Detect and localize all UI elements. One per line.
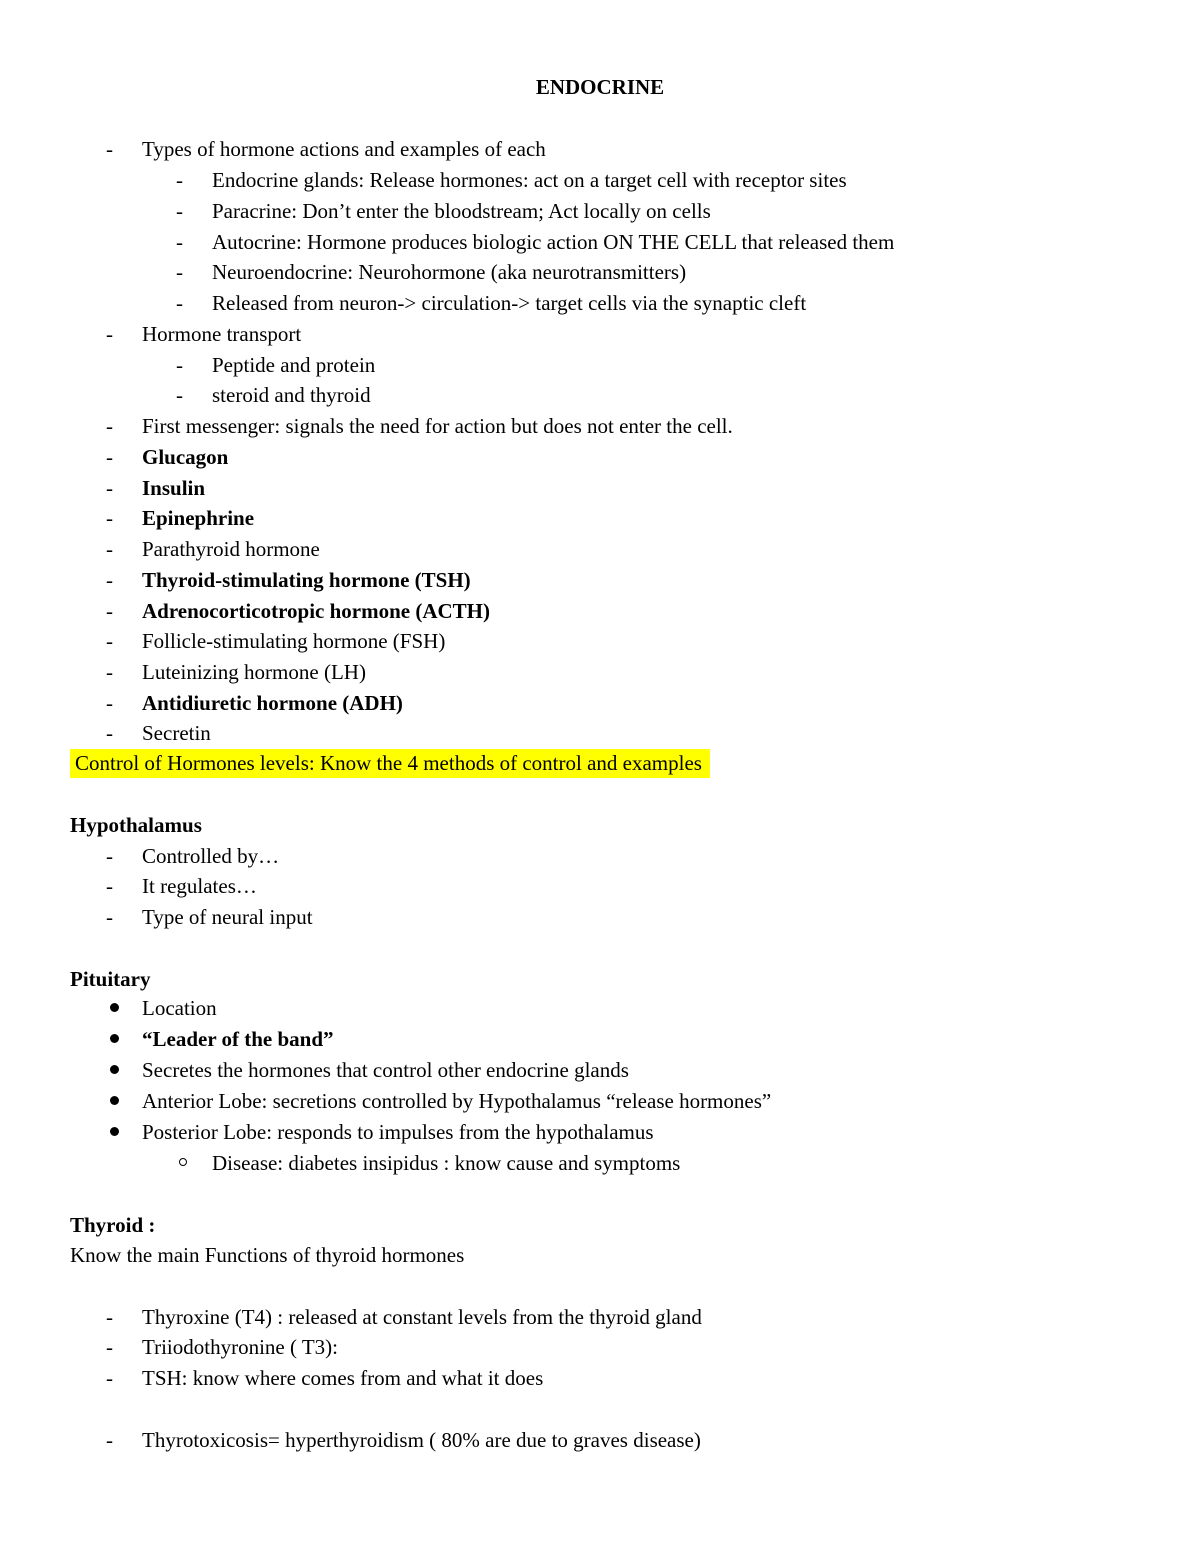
thyroid-heading: Thyroid : bbox=[70, 1213, 156, 1237]
dash-marker: - bbox=[176, 353, 183, 377]
sub-list-item-text: Peptide and protein bbox=[212, 353, 376, 377]
dash-marker: - bbox=[176, 168, 183, 192]
dash-marker: - bbox=[106, 1428, 113, 1452]
dash-marker: - bbox=[106, 629, 113, 653]
dash-marker: - bbox=[106, 721, 113, 745]
list-item-text: Triiodothyronine ( T3): bbox=[142, 1335, 339, 1359]
bullet-dot bbox=[110, 1065, 119, 1074]
dash-marker: - bbox=[106, 599, 113, 623]
dash-marker: - bbox=[106, 506, 113, 530]
sub-list-item-text: Autocrine: Hormone produces biologic action ON THE CELL that released them bbox=[212, 230, 895, 254]
list-item-text: Thyrotoxicosis= hyperthyroidism ( 80% are due to graves disease) bbox=[142, 1428, 701, 1452]
bullet-dot bbox=[110, 1096, 119, 1105]
dash-marker: - bbox=[176, 260, 183, 284]
highlighted-note bbox=[70, 750, 710, 776]
bullet-dot bbox=[110, 1003, 119, 1012]
list-item-text: TSH: know where comes from and what it does bbox=[142, 1366, 544, 1390]
list-item-text: Types of hormone actions and examples of each bbox=[142, 137, 546, 161]
dash-marker: - bbox=[106, 476, 113, 500]
hormone-acth: Adrenocorticotropic hormone (ACTH) bbox=[142, 599, 490, 623]
dash-marker: - bbox=[106, 322, 113, 346]
dash-marker: - bbox=[176, 199, 183, 223]
hormone-parathyroid: Parathyroid hormone bbox=[142, 537, 320, 561]
thyroid-subheading: Know the main Functions of thyroid hormones bbox=[70, 1243, 465, 1267]
sub-list-item-text: Paracrine: Don’t enter the bloodstream; Act locally on cells bbox=[212, 199, 711, 223]
dash-marker: - bbox=[106, 568, 113, 592]
hormone-insulin: Insulin bbox=[142, 476, 206, 500]
list-item-text: Thyroxine (T4) : released at constant levels from the thyroid gland bbox=[142, 1305, 702, 1329]
bullet-dot bbox=[110, 1127, 119, 1136]
list-item-text: First messenger: signals the need for action but does not enter the cell. bbox=[142, 414, 733, 438]
dash-marker: - bbox=[106, 445, 113, 469]
sub-list-item-text: Neuroendocrine: Neurohormone (aka neurotransmitters) bbox=[212, 260, 687, 284]
bullet-circle bbox=[179, 1158, 187, 1166]
list-item-text: Type of neural input bbox=[142, 905, 313, 929]
bullet-item-text: Secretes the hormones that control other endocrine glands bbox=[142, 1058, 629, 1082]
hormone-adh: Antidiuretic hormone (ADH) bbox=[142, 691, 403, 715]
list-item-text: It regulates… bbox=[142, 874, 257, 898]
hormone-tsh: Thyroid-stimulating hormone (TSH) bbox=[142, 568, 471, 592]
hormone-glucagon: Glucagon bbox=[142, 445, 229, 469]
dash-marker: - bbox=[106, 414, 113, 438]
dash-marker: - bbox=[106, 1305, 113, 1329]
dash-marker: - bbox=[106, 137, 113, 161]
hormone-epinephrine: Epinephrine bbox=[142, 506, 255, 530]
bullet-item-text: Posterior Lobe: responds to impulses from the hypothalamus bbox=[142, 1120, 654, 1144]
pituitary-heading: Pituitary bbox=[70, 967, 151, 991]
dash-marker: - bbox=[176, 230, 183, 254]
bullet-item-text: “Leader of the band” bbox=[142, 1027, 334, 1051]
bullet-dot bbox=[110, 1034, 119, 1043]
sub-list-item-text: steroid and thyroid bbox=[212, 383, 371, 407]
hormone-fsh: Follicle-stimulating hormone (FSH) bbox=[142, 629, 446, 653]
sub-list-item-text: Endocrine glands: Release hormones: act on a target cell with receptor sites bbox=[212, 168, 847, 192]
hormone-lh: Luteinizing hormone (LH) bbox=[142, 660, 366, 684]
dash-marker: - bbox=[106, 691, 113, 715]
hormone-secretin: Secretin bbox=[142, 721, 211, 745]
dash-marker: - bbox=[106, 874, 113, 898]
highlight-text: Control of Hormones levels: Know the 4 methods of control and examples bbox=[70, 749, 710, 778]
bullet-item-text: Anterior Lobe: secretions controlled by Hypothalamus “release hormones” bbox=[142, 1089, 772, 1113]
dash-marker: - bbox=[176, 291, 183, 315]
dash-marker: - bbox=[106, 844, 113, 868]
bullet-item-text: Location bbox=[142, 996, 217, 1020]
sub-list-item-text: Released from neuron-> circulation-> target cells via the synaptic cleft bbox=[212, 291, 807, 315]
hypothalamus-heading: Hypothalamus bbox=[70, 813, 202, 837]
dash-marker: - bbox=[106, 1335, 113, 1359]
list-item-text: Hormone transport bbox=[142, 322, 302, 346]
document-title: ENDOCRINE bbox=[535, 75, 665, 99]
dash-marker: - bbox=[106, 537, 113, 561]
sub-bullet-item-text: Disease: diabetes insipidus : know cause and symptoms bbox=[212, 1151, 681, 1175]
dash-marker: - bbox=[106, 1366, 113, 1390]
list-item-text: Controlled by… bbox=[142, 844, 280, 868]
dash-marker: - bbox=[176, 383, 183, 407]
dash-marker: - bbox=[106, 905, 113, 929]
dash-marker: - bbox=[106, 660, 113, 684]
